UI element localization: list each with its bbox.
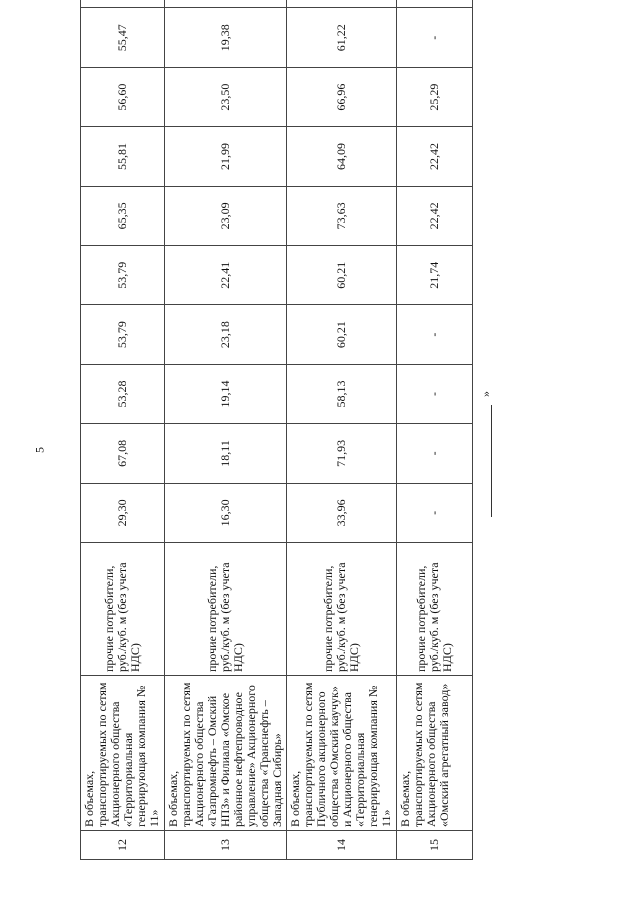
row-unit: прочие потребители, руб./куб. м (без учета НДС)	[165, 543, 287, 676]
value-cell: 58,13	[287, 364, 397, 423]
value-cell: 55,47	[81, 8, 165, 67]
row-unit: прочие потребители, руб./куб. м (без учета НДС)	[287, 543, 397, 676]
value-cell	[165, 0, 287, 8]
value-cell: 64,09	[287, 127, 397, 186]
value-cell: 23,09	[165, 186, 287, 245]
row-number: 12	[81, 831, 165, 860]
value-cell: 22,42	[397, 186, 473, 245]
value-cell: 18,11	[165, 424, 287, 483]
value-cell: 60,21	[287, 246, 397, 305]
value-cell: 19,14	[165, 364, 287, 423]
value-cell: 55,81	[81, 127, 165, 186]
value-cell: 25,29	[397, 67, 473, 126]
value-cell: 53,28	[81, 364, 165, 423]
value-cell: 66,96	[287, 67, 397, 126]
value-cell: 29,30	[81, 483, 165, 542]
table-row	[397, 0, 473, 860]
row-description: В объемах, транспортируемых по сетям Публичного акционерного общества «Омский каучук» и Акционерного общества «Территориальная генерирующая компания № 11»	[287, 676, 397, 831]
value-cell: -	[397, 8, 473, 67]
value-cell: 73,63	[287, 186, 397, 245]
rotated-table-container	[80, 24, 454, 860]
value-cell: 53,79	[81, 246, 165, 305]
value-cell: 21,99	[165, 127, 287, 186]
row-description: В объемах, транспортируемых по сетям Акционерного общества «Газпромнефть – Омский НПЗ» и Филиала «Омское районное нефтепроводное управление» Акционерного общества «Транснефть – Западная Сибирь»	[165, 676, 287, 831]
row-number: 15	[397, 831, 473, 860]
value-cell: 53,79	[81, 305, 165, 364]
value-cell	[81, 0, 165, 8]
tariff-table-body	[81, 0, 473, 860]
value-cell: 60,21	[287, 305, 397, 364]
row-description: В объемах, транспортируемых по сетям Акционерного общества «Омский агрегатный завод»	[397, 676, 473, 831]
table-row	[81, 0, 165, 860]
table-row	[165, 0, 287, 860]
page-number: 5	[32, 447, 47, 453]
value-cell: -	[397, 424, 473, 483]
closing-quote-mark: »	[478, 391, 493, 397]
value-cell: 23,50	[165, 67, 287, 126]
row-number: 14	[287, 831, 397, 860]
row-description: В объемах, транспортируемых по сетям Акционерного общества «Территориальная генерирующая компания № 11»	[81, 676, 165, 831]
row-unit: прочие потребители, руб./куб. м (без учета НДС)	[81, 543, 165, 676]
value-cell: 56,60	[81, 67, 165, 126]
value-cell: 16,30	[165, 483, 287, 542]
value-cell: 22,41	[165, 246, 287, 305]
value-cell: 23,18	[165, 305, 287, 364]
closing-underline	[491, 405, 492, 517]
value-cell	[287, 0, 397, 8]
value-cell: -	[397, 364, 473, 423]
value-cell: 67,08	[81, 424, 165, 483]
value-cell	[397, 0, 473, 8]
value-cell: 71,93	[287, 424, 397, 483]
value-cell: 61,22	[287, 8, 397, 67]
value-cell: 65,35	[81, 186, 165, 245]
value-cell: 19,38	[165, 8, 287, 67]
value-cell: -	[397, 305, 473, 364]
value-cell: 21,74	[397, 246, 473, 305]
tariff-table	[80, 0, 473, 860]
value-cell: -	[397, 483, 473, 542]
value-cell: 33,96	[287, 483, 397, 542]
row-number: 13	[165, 831, 287, 860]
table-row	[287, 0, 397, 860]
row-unit: прочие потребители, руб./куб. м (без учета НДС)	[397, 543, 473, 676]
value-cell: 22,42	[397, 127, 473, 186]
